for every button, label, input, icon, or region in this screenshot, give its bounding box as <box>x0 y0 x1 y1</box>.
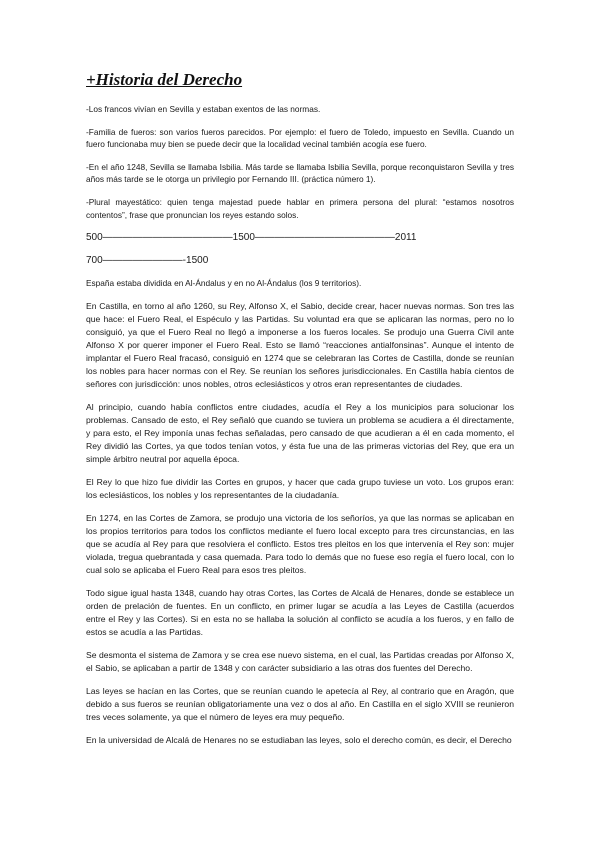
body-paragraph: En 1274, en las Cortes de Zamora, se produjo una victoria de los señoríos, ya que las normas se aplicaban en los propios territorios para todos los conflictos mediante el fuero local excepto para tres circunstancias, en las que se acudía al Rey para que resolviera el conflicto. Estos tres pleitos en los que intervenía el Rey son: mujer violada, tregua quebrantada y casa quemada. Para todo lo demás que no fuese eso regía el fuero local, con lo cual solo se aplicaba el Fuero Real para esos tres pleitos. <box>86 512 514 575</box>
body-paragraph: En la universidad de Alcalá de Henares no se estudiaban las leyes, solo el derecho común, es decir, el Derecho <box>86 734 512 745</box>
body-paragraph: Las leyes se hacían en las Cortes, que se reunían cuando le apetecía al Rey, al contrario que en Aragón, que debido a sus fueros se reunían obligatoriamente una vez o dos al año. En Castilla en el siglo XVIII se reunieron tres veces solamente, ya que el número de leyes era muy pequeño. <box>86 685 514 722</box>
note-paragraph: -Plural mayestático: quien tenga majestad puede hablar en primera persona del plural: “estamos nosotros contentos”, frase que pronuncian los reyes estando solos. <box>86 196 514 220</box>
document-content <box>86 70 514 757</box>
body-paragraph: Al principio, cuando había conflictos entre ciudades, acudía el Rey a los municipios para solucionar los problemas. Cansado de esto, el Rey señaló que cuando se tuviera un problema se acudiera a él directamente, y para esto, el Rey imponía unas fechas señaladas, pero cansado de que acudieran a él en cada momento, el Rey dividió las Cortes, ya que todos tenían votos, y ésta fue una de las primeras victorias del Rey, que era un simple árbitro neutral por aquella época. <box>86 401 514 464</box>
body-paragraph: España estaba dividida en Al-Ándalus y en no Al-Ándalus (los 9 territorios). <box>86 278 362 289</box>
timeline-line: 500—————————————1500——————————————2011 <box>86 232 417 244</box>
note-paragraph: -Los francos vivían en Sevilla y estaban exentos de las normas. <box>86 104 321 114</box>
note-paragraph: -Familia de fueros: son varios fueros parecidos. Por ejemplo: el fuero de Toledo, impuesto en Sevilla. Cuando un fuero funcionaba muy bien se puede decir que la localidad vecinal también acogía ese fuero. <box>86 126 514 150</box>
note-paragraph: -En el año 1248, Sevilla se llamaba Isbilia. Más tarde se llamaba Isbilia Sevilla, porque reconquistaron Sevilla y tres años más tarde se le otorga un privilegio por Fernando III. (práctica número 1). <box>86 161 514 185</box>
document-title: +Historia del Derecho <box>86 70 243 89</box>
body-paragraph: Todo sigue igual hasta 1348, cuando hay otras Cortes, las Cortes de Alcalá de Henares, donde se establece un orden de prelación de fuentes. En un conflicto, en primer lugar se acudía a las Leyes de Castilla (acuerdos entre el Rey y las Cortes). Si en esta no se hallaba la solución al conflicto se acudía a los fueros, y en fallo de estos se acudía a las Partidas. <box>86 587 514 637</box>
timeline-line: 700————————-1500 <box>86 255 209 267</box>
body-paragraph: El Rey lo que hizo fue dividir las Cortes en grupos, y hacer que cada grupo tuviese un voto. Los grupos eran: los eclesiásticos, los nobles y los representantes de la ciudadanía. <box>86 476 514 500</box>
body-paragraph: Se desmonta el sistema de Zamora y se crea ese nuevo sistema, en el cual, las Partidas creadas por Alfonso X, el Sabio, se aplicaban a partir de 1348 y con carácter subsidiario a las otras dos fuentes del Derecho. <box>86 649 514 673</box>
body-paragraph: En Castilla, en torno al año 1260, su Rey, Alfonso X, el Sabio, decide crear, hacer nuevas normas. Son tres las que hace: el Fuero Real, el Espéculo y las Partidas. Su voluntad era que se aplicaran las normas, pero no lo consiguió, ya que el Fuero Real no llegó a imponerse a los fueros locales. Se produjo una Guerra Civil ante Alfonso X por querer imponer el Fuero Real. Esto se llamó “reacciones antialfonsinas”. Aunque el intento de implantar el Fuero Real fracasó, consiguió en 1274 que se celebraran las Cortes de Castilla, donde se reunían los nobles para hacer normas con el Rey. Se reunían los señores jurisdiccionales. En Castilla había cientos de señores con jurisdicción: unos nobles, otros eclesiásticos y otros eran representantes de ciudades. <box>86 300 514 389</box>
